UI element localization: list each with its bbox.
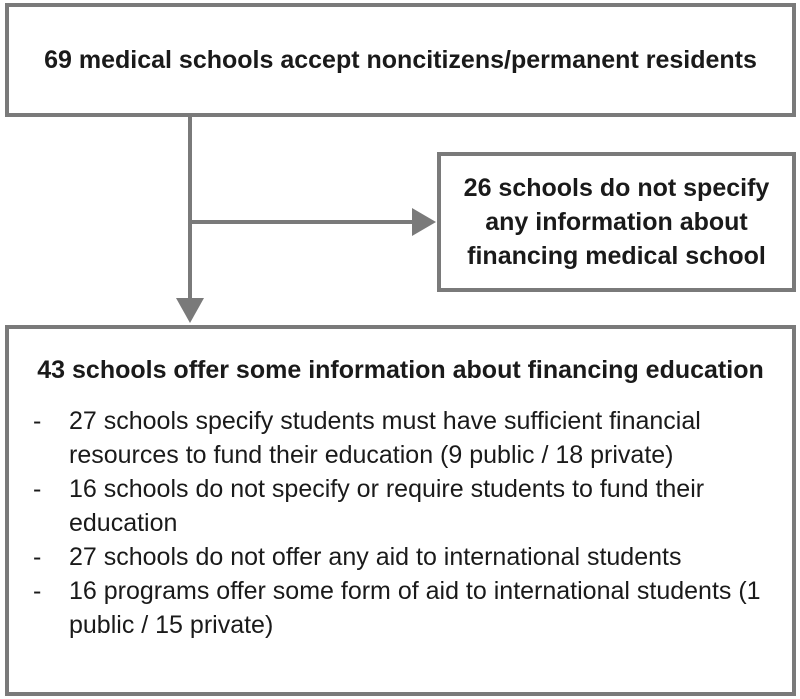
list-item-text: 27 schools do not offer any aid to international students	[69, 543, 682, 571]
financing-info-box	[5, 325, 796, 696]
dash-bullet: -	[33, 543, 42, 571]
financing-info-title: 43 schools offer some information about financing education	[37, 356, 764, 384]
list-item-text: 27 schools specify students must have sufficient financial resources to fund their education (9 public / 18 private)	[69, 407, 701, 469]
list-item-text: 16 programs offer some form of aid to international students (1 public / 15 private)	[69, 577, 761, 639]
list-item	[31, 404, 770, 472]
branch-flow-arrowhead	[412, 208, 436, 236]
list-item	[31, 574, 770, 642]
list-item-text: 16 schools do not specify or require students to fund their education	[69, 475, 705, 537]
dash-bullet: -	[33, 475, 42, 503]
accepting-schools-box	[5, 3, 796, 117]
no-financing-info-text: 26 schools do not specify any information about financing medical school	[463, 174, 770, 270]
main-flow-arrowhead	[176, 298, 204, 323]
dash-bullet: -	[33, 407, 42, 435]
accepting-schools-text: 69 medical schools accept noncitizens/permanent residents	[44, 46, 757, 74]
financing-details-list	[31, 404, 770, 642]
list-item	[31, 472, 770, 540]
dash-bullet: -	[33, 577, 42, 605]
no-financing-info-box	[437, 152, 796, 292]
list-item	[31, 540, 770, 574]
